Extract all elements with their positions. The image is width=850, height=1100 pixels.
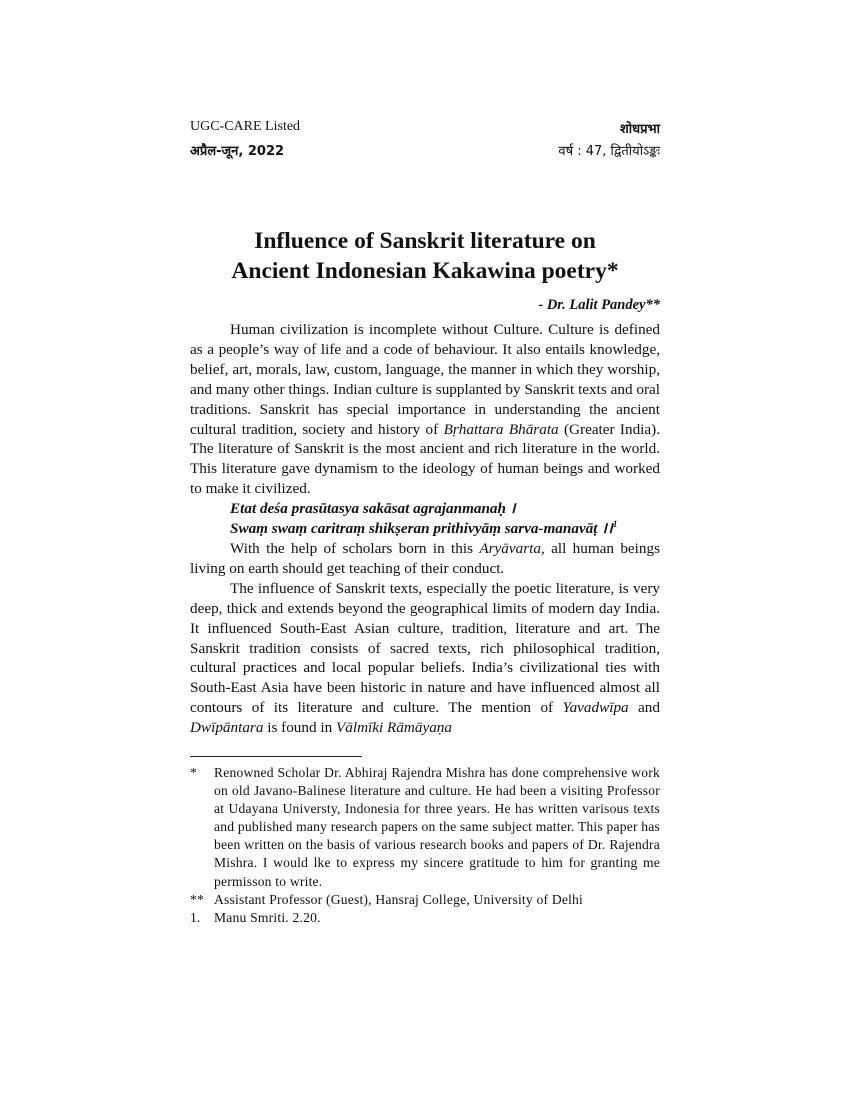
journal-listing: UGC-CARE Listed	[190, 119, 301, 134]
emphasis-text: Bṛhattara Bhārata	[443, 420, 559, 438]
paragraph-text: Human civilization is incomplete without Culture. Culture is defined as a people’s way of life and a code of behaviour. It also entails knowledge, belief, art, morals, law, custom, language, the manner in which they worship, and many other things. Indian culture is supplanted by Sanskrit texts and oral traditions. Sanskrit has special importance in understanding the ancient cultural tradition, society and history of	[190, 321, 660, 438]
article-title	[190, 226, 660, 286]
issue-date: अप्रैल-जून, 2022	[190, 144, 285, 159]
footnote-text: Manu Smriti. 2.20.	[214, 909, 321, 925]
footnote-item	[190, 891, 660, 909]
header-row-2	[190, 141, 660, 159]
paragraph-text: , all human beings living on earth should get teaching of their conduct.	[190, 539, 660, 577]
paragraph-text: is found in	[263, 719, 336, 737]
paragraph-text: (Greater India). The literature of Sanskrit is the most ancient and rich literature in the world. This literature gave dynamism to the ideology of human beings and worked to make it civilized.	[190, 420, 660, 498]
author-byline: - Dr. Lalit Pandey**	[538, 297, 660, 313]
paragraph-text: With the help of scholars born in this	[230, 539, 480, 557]
title-line-2: Ancient Indonesian Kakawina poetry*	[231, 258, 619, 284]
verse-line-1: Etat deśa prasūtasya sakāsat agrajanmanaḥ ।	[230, 500, 516, 518]
journal-name: शोधप्रभा	[619, 122, 660, 137]
footnotes	[190, 764, 660, 927]
journal-page	[190, 0, 660, 1100]
emphasis-text: Yavadwīpa	[562, 699, 629, 717]
footnote-divider	[190, 756, 362, 757]
verse-text: Swaṃ swaṃ caritraṃ shikṣeran prithivyāṃ sarva-manavāṭ ।।	[230, 520, 613, 538]
paragraph-text: The influence of Sanskrit texts, especially the poetic literature, is very deep, thick and extends beyond the geographical limits of modern day India. It influenced South-East Asian culture, tradition, literature and art. The Sanskrit tradition consists of sacred texts, rich philosophical tradition, cultural practices and local popular beliefs. India’s civilizational ties with South-East Asia have been historic in nature and have influenced almost all contours of its literature and culture. The mention of	[190, 579, 660, 717]
verse-line-2	[190, 519, 660, 539]
title-line-1: Influence of Sanskrit literature on	[254, 228, 596, 254]
footnote-text: Assistant Professor (Guest), Hansraj College, University of Delhi	[214, 891, 584, 907]
paragraph-text: and	[628, 699, 660, 717]
emphasis-text: Aryāvarta	[479, 539, 541, 557]
footnote-mark: 1.	[190, 909, 201, 925]
footnote-item	[190, 909, 660, 927]
header-row-1	[190, 119, 660, 137]
paragraph-2	[190, 539, 660, 579]
paragraph-1	[190, 320, 660, 499]
article-body	[190, 320, 660, 738]
emphasis-text: Dwīpāntara	[190, 719, 264, 737]
emphasis-text: Vālmīki Rāmāyaṇa	[336, 719, 452, 737]
footnote-mark: *	[190, 765, 197, 780]
footnote-item	[190, 764, 660, 891]
footnote-reference[interactable]: 1	[612, 519, 618, 529]
issue-volume: वर्ष : 47, द्वितीयोऽङ्कः	[558, 144, 660, 159]
footnote-mark: **	[190, 891, 204, 907]
footnote-text: Renowned Scholar Dr. Abhiraj Rajendra Mishra has done comprehensive work on old Javano-Balinese literature and culture. He had been a visiting Professor at Udayana Universty, Indonesia for three years. He has written varisous texts and published many research papers on the same subject matter. This paper has been written on the basis of various research books and papers of Dr. Rajendra Mishra. I would lke to express my sincere gratitude to him for granting me permisson to write.	[214, 765, 660, 889]
paragraph-3	[190, 579, 660, 738]
